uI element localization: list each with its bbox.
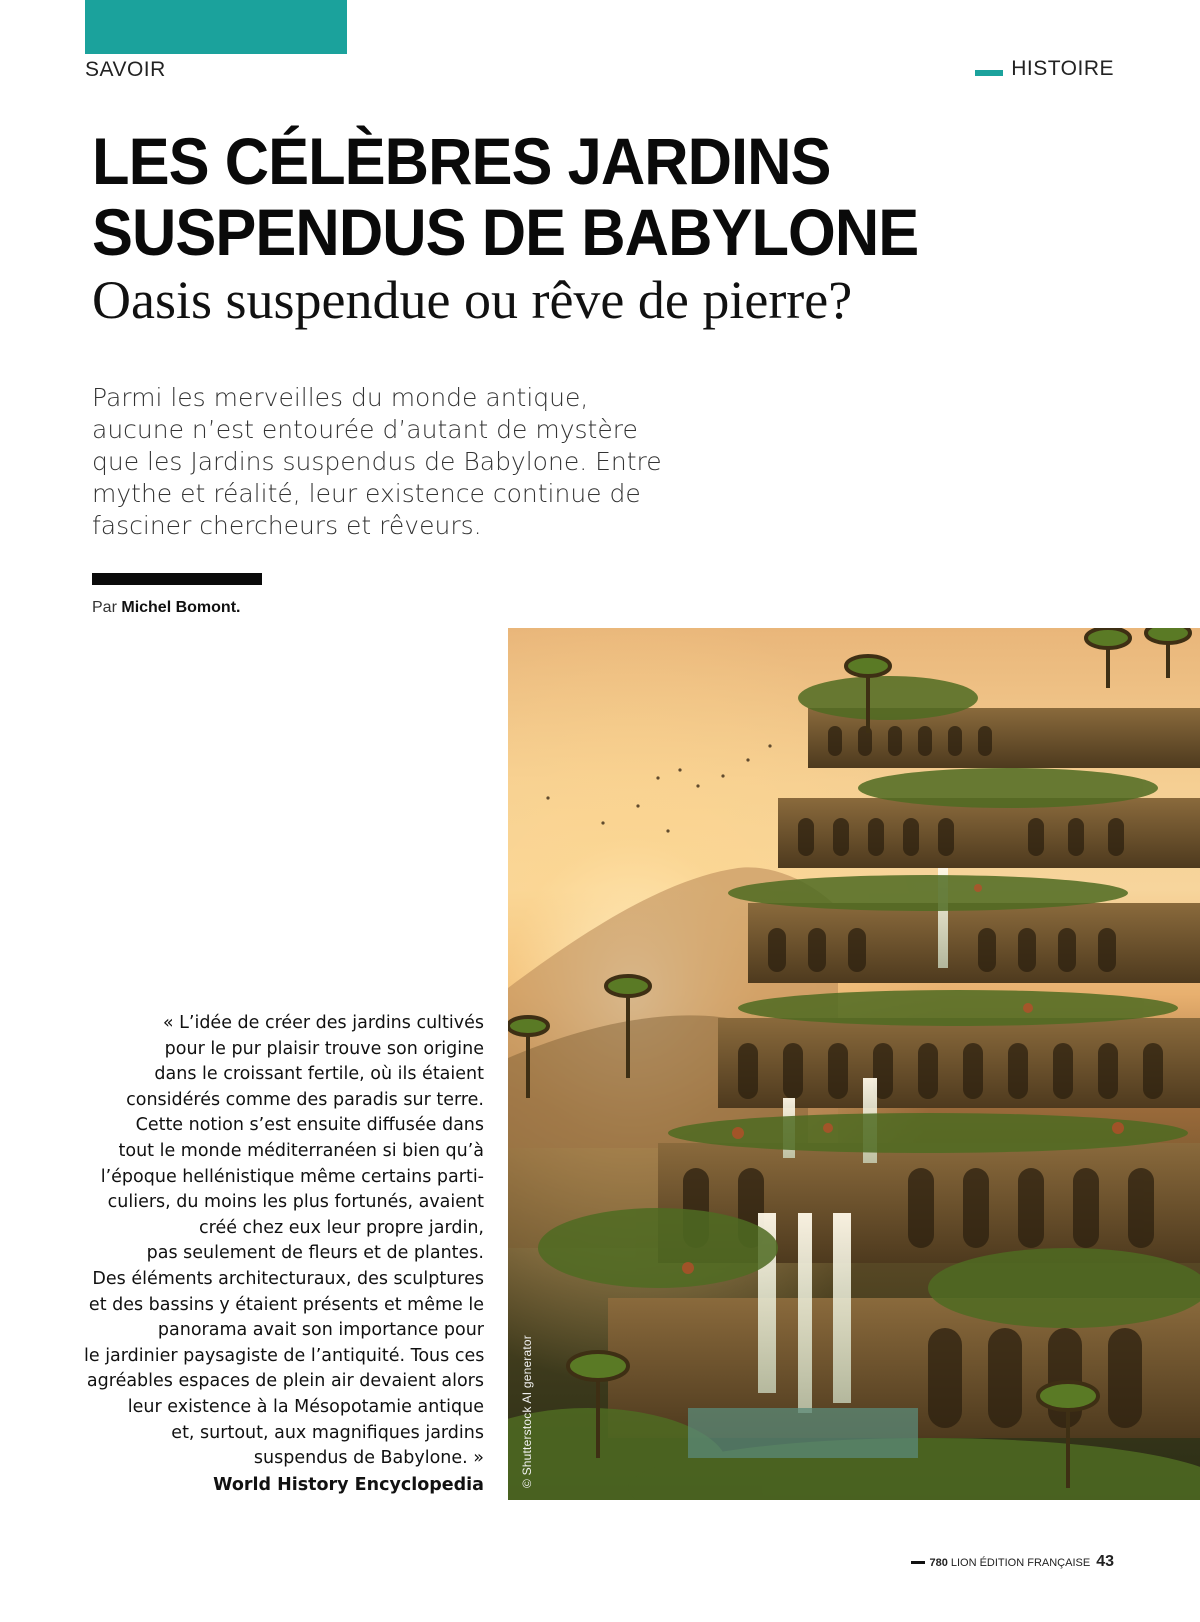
footer-dash xyxy=(911,1561,925,1564)
quote-line: considérés comme des paradis sur terre. xyxy=(126,1089,484,1110)
article-title: LES CÉLÈBRES JARDINS SUSPENDUS DE BABYLONE xyxy=(92,124,919,269)
quote-line: pas seulement de fleurs et de plantes. xyxy=(146,1243,484,1264)
article-subtitle: Oasis suspendue ou rêve de pierre? xyxy=(92,270,853,330)
byline-prefix: Par xyxy=(92,599,117,616)
pull-quote xyxy=(84,1011,484,1472)
quote-line: suspendus de Babylone. » xyxy=(253,1448,484,1469)
quote-line: le jardinier paysagiste de l’antiquité. Tous ces xyxy=(84,1345,485,1366)
quote-line: dans le croissant fertile, où ils étaient xyxy=(154,1064,484,1085)
page-footer xyxy=(911,1553,1114,1571)
quote-source: World History Encyclopedia xyxy=(213,1475,484,1495)
quote-line: leur existence à la Mésopotamie antique xyxy=(127,1396,484,1417)
quote-line: tout le monde méditerranéen si bien qu’à xyxy=(118,1140,484,1161)
issue-number: 780 xyxy=(929,1557,948,1569)
quote-line: l’époque hellénistique même certains parti- xyxy=(100,1166,484,1187)
byline-author: Michel Bomont. xyxy=(121,599,241,616)
byline-rule xyxy=(92,573,262,585)
hanging-gardens-illustration xyxy=(508,628,1200,1500)
section-label: SAVOIR xyxy=(85,58,166,81)
image-credit: © Shutterstock AI generator xyxy=(520,1335,534,1488)
quote-line: culiers, du moins les plus fortunés, avaient xyxy=(107,1192,484,1213)
illustration-art xyxy=(508,628,1200,1500)
byline xyxy=(92,599,240,617)
quote-line: Cette notion s’est ensuite diffusée dans xyxy=(135,1115,484,1136)
page-number: 43 xyxy=(1096,1553,1114,1570)
header-accent-block xyxy=(85,0,347,54)
quote-line: pour le pur plaisir trouve son origine xyxy=(164,1038,484,1059)
quote-line: Des éléments architecturaux, des sculptures xyxy=(92,1268,484,1289)
quote-line: panorama avait son importance pour xyxy=(157,1320,484,1341)
quote-line: agréables espaces de plein air devaient alors xyxy=(86,1371,484,1392)
category-label xyxy=(975,57,1114,81)
publication-name: LION ÉDITION FRANÇAISE xyxy=(950,1557,1091,1569)
category-text: HISTOIRE xyxy=(1011,57,1114,80)
quote-line: « L’idée de créer des jardins cultivés xyxy=(162,1013,484,1033)
article-lead: Parmi les merveilles du monde antique, aucune n’est entourée d’autant de mystère que les Jardins suspendus de Babylone. Entre mythe et réalité, leur existence continue de fasciner chercheurs et rêveurs. xyxy=(92,383,662,540)
quote-line: créé chez eux leur propre jardin, xyxy=(199,1217,484,1238)
quote-line: et des bassins y étaient présents et même le xyxy=(88,1294,484,1315)
category-accent-dash xyxy=(975,70,1003,76)
quote-line: et, surtout, aux magnifiques jardins xyxy=(171,1422,484,1443)
